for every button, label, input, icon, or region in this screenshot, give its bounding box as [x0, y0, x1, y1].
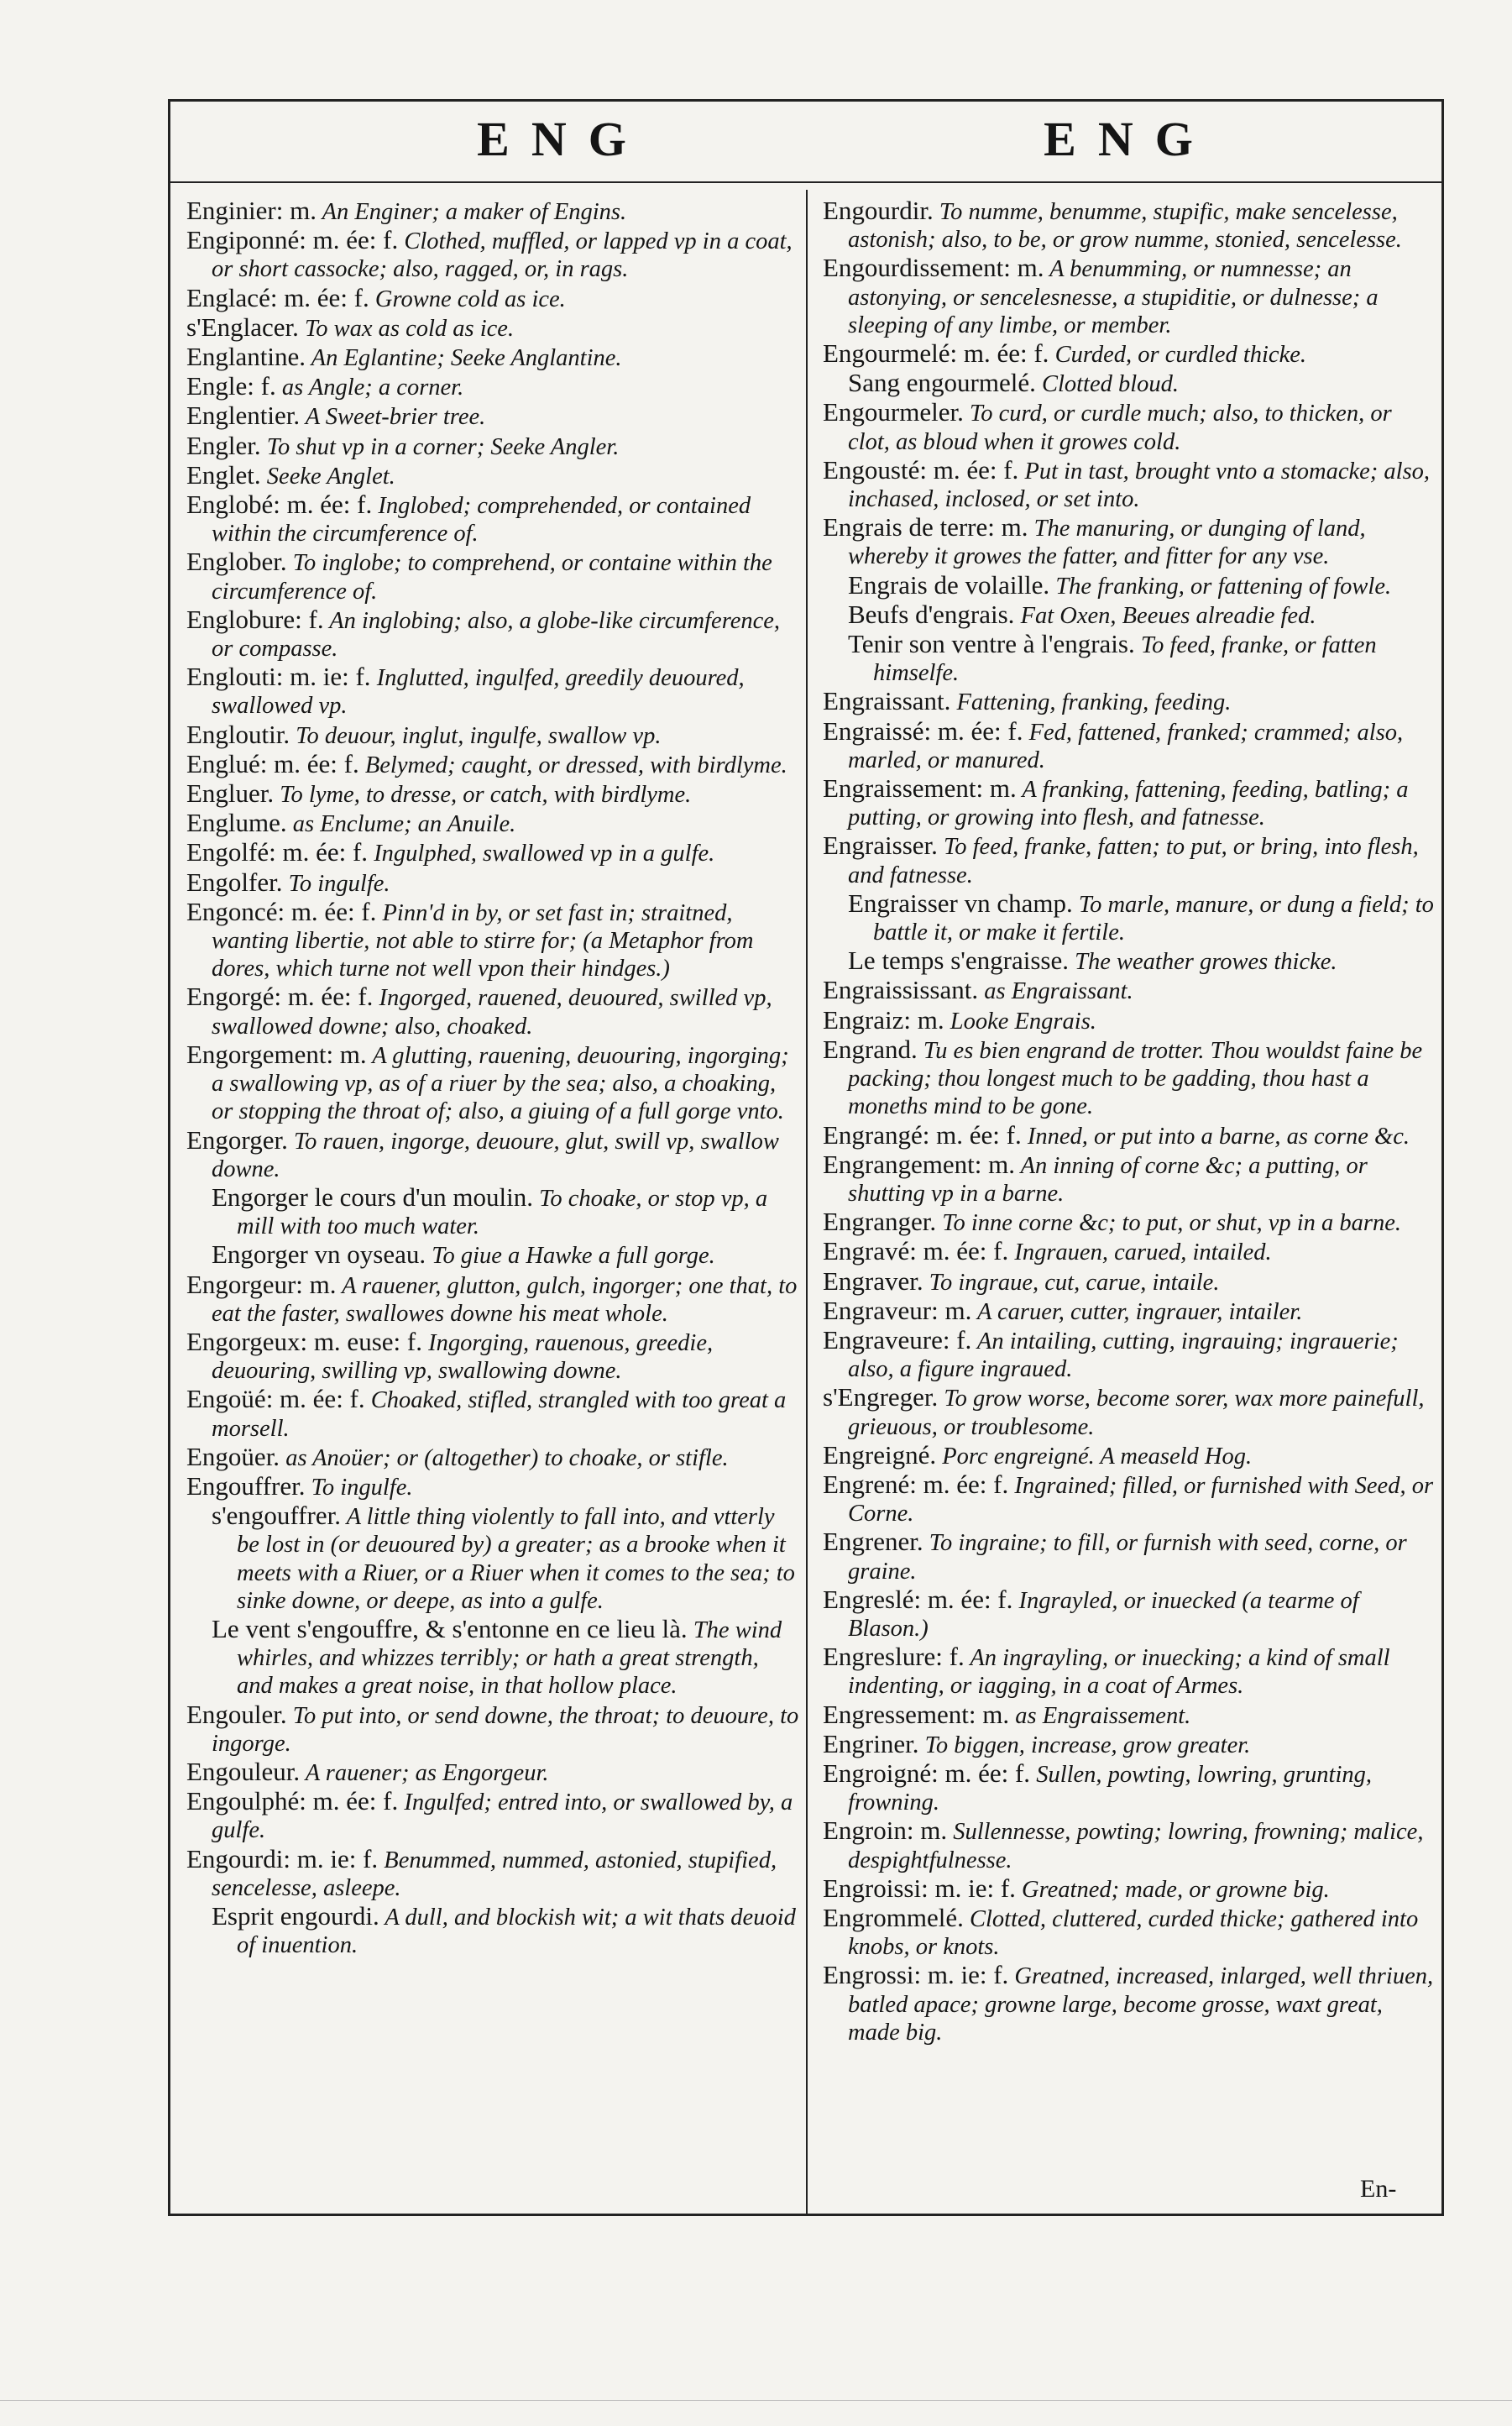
headword: Engrommelé.	[823, 1902, 964, 1932]
dictionary-entry	[823, 339, 1436, 369]
headword: Engreigné.	[823, 1439, 937, 1470]
definition: Inglutted, ingulfed, greedily deuoured, swallowed vp.	[212, 665, 745, 720]
headword: Englantine.	[186, 342, 306, 372]
headword: Englobure: f.	[186, 604, 324, 634]
definition: A caruer, cutter, ingrauer, intailer.	[971, 1298, 1303, 1325]
headword: Engluer.	[186, 778, 275, 809]
definition: The weather growes thicke.	[1069, 949, 1337, 976]
dictionary-entry	[186, 982, 799, 1040]
definition: Belymed; caught, or dressed, with birdlyme.	[358, 752, 787, 778]
headword: Beufs d'engrais.	[848, 599, 1015, 629]
definition: To biggen, increase, grow greater.	[918, 1732, 1251, 1758]
definition: An intailing, cutting, ingrauing; ingrauerie; also, a figure ingraued.	[848, 1328, 1399, 1383]
headword: Engraveure: f.	[823, 1324, 972, 1354]
definition: The wind whirles, and whizzes terribly; or hath a great strength, and makes a great noise, in that hollow place.	[237, 1616, 782, 1700]
dictionary-entry	[823, 1904, 1436, 1961]
definition: Growne cold as ice.	[369, 286, 566, 312]
dictionary-entry	[823, 1208, 1436, 1237]
definition: Ingrayled, or inuecked (a tearme of Blason.)	[848, 1587, 1359, 1642]
dictionary-entry	[823, 369, 1436, 398]
definition: as Angle; a corner.	[275, 375, 464, 401]
definition: Ingrained; filled, or furnished with Seed, or Corne.	[848, 1472, 1434, 1527]
definition: Looke Engrais.	[944, 1008, 1096, 1035]
definition: Clotted, cluttered, curded thicke; gathered into knobs, or knots.	[848, 1905, 1419, 1961]
definition: To choake, or stop vp, a mill with too much water.	[237, 1185, 768, 1240]
dictionary-entry	[186, 1615, 799, 1700]
dictionary-entry	[186, 284, 799, 313]
headword: Engolfer.	[186, 867, 283, 897]
definition: Clothed, muffled, or lapped vp in a coat, or short cassocke; also, ragged, or, in rags.	[212, 228, 793, 283]
definition: To feed, franke, or fatten himselfe.	[873, 632, 1377, 687]
definition: The franking, or fattening of fowle.	[1049, 573, 1392, 600]
headword: Engraississant.	[823, 975, 979, 1005]
dictionary-entry	[823, 1150, 1436, 1208]
headword: Engrais de terre: m.	[823, 512, 1028, 542]
headword: Engrais de volaille.	[848, 569, 1050, 600]
headword: Engreslure: f.	[823, 1642, 965, 1672]
dictionary-entry	[186, 1443, 799, 1472]
dictionary-entry	[823, 1730, 1436, 1759]
headword: Engourdi: m. ie: f.	[186, 1843, 379, 1873]
dictionary-entry	[823, 1874, 1436, 1904]
headword: Englué: m. ée: f.	[186, 748, 359, 778]
dictionary-entry	[186, 313, 799, 343]
dictionary-entry	[823, 774, 1436, 831]
definition: To inglobe; to comprehend, or containe within the circumference of.	[212, 550, 772, 605]
dictionary-entry	[186, 372, 799, 401]
headword: Engrener.	[823, 1527, 923, 1557]
headword: Engoüer.	[186, 1441, 280, 1471]
definition: A little thing violently to fall into, and vtterly be lost in (or deuoured by) a greater; as a brooke when it meets with a Riuer, or a Riuer when it comes to the sea; to sinke downe, or deepe, as into a gulfe.	[237, 1504, 795, 1614]
headword: Englet.	[186, 459, 261, 490]
definition: Tu es bien engrand de trotter. Thou wouldst faine be packing; thou longest much to be gadding, thou hast a moneths mind to be gone.	[848, 1037, 1423, 1120]
definition: Benummed, nummed, astonied, stupified, sencelesse, asleepe.	[212, 1847, 777, 1901]
definition: To put into, or send downe, the throat; to deuoure, to ingorge.	[212, 1702, 799, 1757]
dictionary-entry	[186, 605, 799, 663]
dictionary-entry	[186, 1040, 799, 1126]
headword: Engraissé: m. ée: f.	[823, 715, 1023, 746]
dictionary-entry	[823, 1035, 1436, 1121]
definition: To wax as cold as ice.	[298, 315, 515, 342]
headword: Englentier.	[186, 401, 301, 431]
dictionary-entry	[823, 946, 1436, 976]
headword: Engle: f.	[186, 371, 276, 401]
page-edge	[0, 2400, 1512, 2401]
definition: To feed, franke, fatten; to put, or bring, into flesh, and fatnesse.	[848, 834, 1419, 888]
definition: Ingulfed; entred into, or swallowed by, a gulfe.	[212, 1789, 793, 1844]
dictionary-entry	[186, 1240, 799, 1270]
dictionary-entry	[186, 1902, 799, 1959]
running-head-left: ENG	[477, 112, 648, 166]
dictionary-entry	[823, 571, 1436, 600]
dictionary-entry	[823, 630, 1436, 687]
headword: Engrand.	[823, 1034, 918, 1064]
definition: Pinn'd in by, or set fast in; straitned, wanting libertie, not able to stirre for; (a Metaphor from dores, which turne not well vpon their hindges.)	[212, 899, 754, 982]
headword: Englume.	[186, 808, 287, 838]
headword: s'Engreger.	[823, 1382, 939, 1412]
definition: To numme, benumme, stupific, make sencelesse, astonish; also, to be, or grow numme, stonied, sencelesse.	[848, 199, 1402, 254]
definition: as Engraissement.	[1009, 1702, 1191, 1729]
headword: Englouti: m. ie: f.	[186, 662, 371, 692]
dictionary-entry	[823, 513, 1436, 570]
headword: Engranger.	[823, 1207, 937, 1237]
top-rule	[168, 99, 1444, 102]
definition: A Sweet-brier tree.	[300, 404, 486, 431]
headword: Engourmelé: m. ée: f.	[823, 338, 1049, 369]
definition: To ingulfe.	[282, 870, 390, 897]
definition: Ingorged, rauened, deuoured, swilled vp, swallowed downe; also, choaked.	[212, 985, 772, 1040]
definition: A rauener; as Engorgeur.	[300, 1759, 549, 1786]
dictionary-entry	[823, 1961, 1436, 2046]
dictionary-entry	[823, 254, 1436, 339]
dictionary-entry	[186, 432, 799, 461]
definition: Seeke Anglet.	[260, 463, 395, 490]
headword: Engraisser vn champ.	[848, 888, 1073, 918]
headword: Engraveur: m.	[823, 1295, 972, 1325]
dictionary-entry	[186, 868, 799, 898]
definition: An inning of corne &c; a putting, or shutting vp in a barne.	[848, 1152, 1368, 1207]
definition: Curded, or curdled thicke.	[1049, 342, 1307, 369]
definition: Fattening, franking, feeding.	[950, 689, 1232, 716]
headword: Engroin: m.	[823, 1816, 948, 1846]
definition: Ingorging, rauenous, greedie, deuouring, swilling vp, swallowing downe.	[212, 1329, 714, 1385]
dictionary-entry	[823, 687, 1436, 716]
definition: An ingrayling, or inuecking; a kind of small indenting, or iagging, in a coat of Armes.	[848, 1645, 1390, 1700]
definition: Choaked, stifled, strangled with too great a morsell.	[212, 1387, 787, 1442]
dictionary-entry	[186, 1271, 799, 1328]
definition: Fed, fattened, franked; crammed; also, marled, or manured.	[848, 719, 1404, 773]
dictionary-entry	[823, 1816, 1436, 1873]
headword: Engorger vn oyseau.	[212, 1239, 426, 1270]
headword: Engloutir.	[186, 719, 290, 749]
headword: Engorger le cours d'un moulin.	[212, 1182, 533, 1212]
headword: Engraiz: m.	[823, 1004, 944, 1035]
dictionary-entry	[823, 1585, 1436, 1643]
headword: Engravé: m. ée: f.	[823, 1236, 1009, 1266]
headword: Engiponné: m. ée: f.	[186, 225, 399, 255]
dictionary-entry	[186, 750, 799, 779]
running-head-right: ENG	[1044, 112, 1215, 166]
dictionary-entry	[823, 1643, 1436, 1700]
definition: Greatned, increased, inlarged, well thriuen, batled apace; growne large, become grosse, waxt great, made big.	[848, 1963, 1434, 2046]
dictionary-entry	[823, 1006, 1436, 1035]
headword: Englober.	[186, 547, 287, 577]
dictionary-entry	[823, 1121, 1436, 1150]
dictionary-entry	[823, 1297, 1436, 1326]
dictionary-entry	[186, 1328, 799, 1385]
dictionary-entry	[186, 1758, 799, 1787]
definition: Greatned; made, or growne big.	[1015, 1876, 1330, 1903]
headword: Engorgé: m. ée: f.	[186, 982, 374, 1012]
definition: A glutting, rauening, deuouring, ingorging; a swallowing vp, as of a riuer by the sea; also, a choaking, or stopping the throat of; also, a giuing of a full gorge vnto.	[212, 1042, 789, 1125]
dictionary-entry	[823, 1700, 1436, 1730]
headword: Engoüé: m. ée: f.	[186, 1384, 365, 1414]
definition: Put in tast, brought vnto a stomacke; also, inchased, inclosed, or set into.	[848, 458, 1431, 513]
headword: Engressement: m.	[823, 1699, 1010, 1729]
headword: Engorgement: m.	[186, 1039, 367, 1069]
definition: To ingulfe.	[305, 1474, 413, 1501]
definition: An Enginer; a maker of Engins.	[316, 199, 627, 225]
headword: Engriner.	[823, 1728, 919, 1758]
headword: Engouffrer.	[186, 1470, 306, 1501]
headword: Enginier: m.	[186, 196, 317, 225]
definition: To giue a Hawke a full gorge.	[426, 1243, 715, 1270]
headword: Engourdir.	[823, 196, 934, 225]
dictionary-entry	[823, 1326, 1436, 1383]
headword: Engousté: m. ée: f.	[823, 454, 1019, 485]
headword: Englacé: m. ée: f.	[186, 282, 369, 312]
dictionary-entry	[823, 717, 1436, 774]
headword: Engraisser.	[823, 830, 938, 861]
dictionary-entry	[186, 461, 799, 490]
dictionary-entry	[186, 490, 799, 548]
definition: Inglobed; comprehended, or contained within the circumference of.	[212, 493, 751, 548]
dictionary-entry	[186, 898, 799, 983]
definition: To ingraue, cut, carue, intaile.	[923, 1269, 1220, 1296]
dictionary-entry	[823, 1383, 1436, 1440]
headword: Engraver.	[823, 1265, 923, 1296]
definition: To marle, manure, or dung a field; to battle it, or make it fertile.	[873, 891, 1434, 946]
definition: A franking, fattening, feeding, batling; a putting, or growing into flesh, and fatnesse.	[848, 777, 1409, 831]
headword: Le temps s'engraisse.	[848, 946, 1069, 976]
definition: as Anoüer; or (altogether) to choake, or stifle.	[280, 1444, 729, 1471]
definition: To rauen, ingorge, deuoure, glut, swill vp, swallow downe.	[212, 1128, 779, 1182]
definition: as Enclume; an Anuile.	[286, 811, 516, 838]
definition: Clotted bloud.	[1035, 371, 1180, 398]
definition: Ingrauen, carued, intailed.	[1008, 1239, 1272, 1266]
dictionary-entry	[186, 1787, 799, 1844]
dictionary-entry	[186, 343, 799, 372]
headword: Engler.	[186, 430, 261, 460]
dictionary-entry	[823, 196, 1436, 254]
definition: To shut vp in a corner; Seeke Angler.	[260, 433, 620, 460]
definition: Sullennesse, powting; lowring, frowning; malice, despightfulnesse.	[848, 1819, 1424, 1873]
dictionary-entry	[823, 600, 1436, 630]
definition: A dull, and blockish wit; a wit thats deuoid of inuention.	[237, 1904, 796, 1959]
dictionary-entry	[186, 720, 799, 750]
definition: Fat Oxen, Beeues alreadie fed.	[1014, 602, 1316, 629]
definition: To grow worse, become sorer, wax more painefull, grieuous, or troublesome.	[848, 1386, 1425, 1440]
dictionary-entry	[823, 456, 1436, 513]
dictionary-entry	[186, 809, 799, 838]
dictionary-entry	[186, 1700, 799, 1758]
bottom-rule	[168, 2214, 1444, 2216]
headword: Engorgeux: m. euse: f.	[186, 1326, 422, 1356]
dictionary-entry	[186, 1183, 799, 1240]
headword: Engourmeler.	[823, 397, 964, 427]
dictionary-entry	[823, 1470, 1436, 1527]
headword: Engouleur.	[186, 1756, 301, 1786]
dictionary-entry	[823, 1527, 1436, 1585]
headword: Engreslé: m. ée: f.	[823, 1584, 1013, 1614]
dictionary-entry	[186, 1845, 799, 1902]
left-column	[186, 196, 799, 1959]
headword: Englobé: m. ée: f.	[186, 490, 373, 520]
definition: Porc engreigné. A measeld Hog.	[936, 1443, 1253, 1470]
definition: Inned, or put into a barne, as corne &c.	[1021, 1123, 1410, 1150]
dictionary-entry	[823, 889, 1436, 946]
dictionary-entry	[186, 401, 799, 431]
dictionary-entry	[186, 1472, 799, 1501]
headword: Engorgeur: m.	[186, 1269, 337, 1299]
dictionary-entry	[823, 398, 1436, 455]
column-divider	[806, 190, 808, 2214]
dictionary-entry	[186, 663, 799, 720]
headword: s'Englacer.	[186, 312, 299, 342]
definition: To deuour, inglut, ingulfe, swallow vp.	[290, 722, 662, 749]
headword: Engorger.	[186, 1124, 288, 1155]
headword: Engouler.	[186, 1699, 287, 1729]
dictionary-entry	[186, 1126, 799, 1183]
headword: Le vent s'engouffre, & s'entonne en ce lieu là.	[212, 1613, 688, 1643]
definition: as Engraissant.	[978, 978, 1133, 1005]
headword: Engourdissement: m.	[823, 253, 1044, 283]
headword: Engrossi: m. ie: f.	[823, 1960, 1009, 1990]
dictionary-entry	[186, 548, 799, 605]
headword: Engroigné: m. ée: f.	[823, 1758, 1031, 1788]
dictionary-entry	[823, 1759, 1436, 1816]
headword: s'engouffrer.	[212, 1501, 341, 1531]
dictionary-entry	[186, 196, 799, 226]
headword: Engraissant.	[823, 686, 951, 716]
dictionary-entry	[823, 1237, 1436, 1266]
definition: A rauener, glutton, gulch, ingorger; one that, to eat the faster, swallowes downe his meat whole.	[212, 1272, 798, 1327]
dictionary-entry	[823, 831, 1436, 888]
dictionary-entry	[823, 976, 1436, 1005]
headword: Engoulphé: m. ée: f.	[186, 1786, 399, 1816]
dictionary-entry	[186, 779, 799, 809]
headword: Engoncé: m. ée: f.	[186, 896, 377, 926]
headword: Engrené: m. ée: f.	[823, 1469, 1009, 1499]
headword: Sang engourmelé.	[848, 368, 1036, 398]
definition: To curd, or curdle much; also, to thicken, or clot, as bloud when it growes cold.	[848, 401, 1392, 455]
dictionary-entry	[186, 226, 799, 283]
headword: Engraissement: m.	[823, 773, 1017, 804]
headword: Engroissi: m. ie: f.	[823, 1873, 1016, 1903]
headword: Engrangé: m. ée: f.	[823, 1119, 1022, 1150]
definition: To inne corne &c; to put, or shut, vp in a barne.	[936, 1210, 1402, 1237]
dictionary-entry	[186, 838, 799, 867]
definition: Sullen, powting, lowring, grunting, frowning.	[848, 1761, 1373, 1816]
right-column	[823, 196, 1436, 2046]
headword: Engrangement: m.	[823, 1149, 1015, 1179]
headword: Tenir son ventre à l'engrais.	[848, 629, 1135, 659]
definition: A benumming, or numnesse; an astonying, or sencelesnesse, a stupiditie, or dulnesse; a sleeping of any limbe, or member.	[848, 256, 1379, 338]
definition: To lyme, to dresse, or catch, with birdlyme.	[274, 782, 692, 809]
definition: To ingraine; to fill, or furnish with seed, corne, or graine.	[848, 1530, 1407, 1585]
headword: Esprit engourdi.	[212, 1900, 379, 1931]
definition: An inglobing; also, a globe-like circumference, or compasse.	[212, 607, 781, 663]
dictionary-entry	[823, 1441, 1436, 1470]
definition: The manuring, or dunging of land, whereby it growes the fatter, and fitter for any vse.	[848, 516, 1366, 570]
dictionary-entry	[186, 1501, 799, 1615]
definition: An Eglantine; Seeke Anglantine.	[306, 345, 622, 372]
header-rule	[168, 181, 1444, 183]
headword: Engolfé: m. ée: f.	[186, 837, 369, 867]
dictionary-entry	[823, 1267, 1436, 1297]
catchword: En-	[1360, 2175, 1397, 2203]
definition: Ingulphed, swallowed vp in a gulfe.	[368, 841, 715, 867]
dictionary-entry	[186, 1385, 799, 1442]
